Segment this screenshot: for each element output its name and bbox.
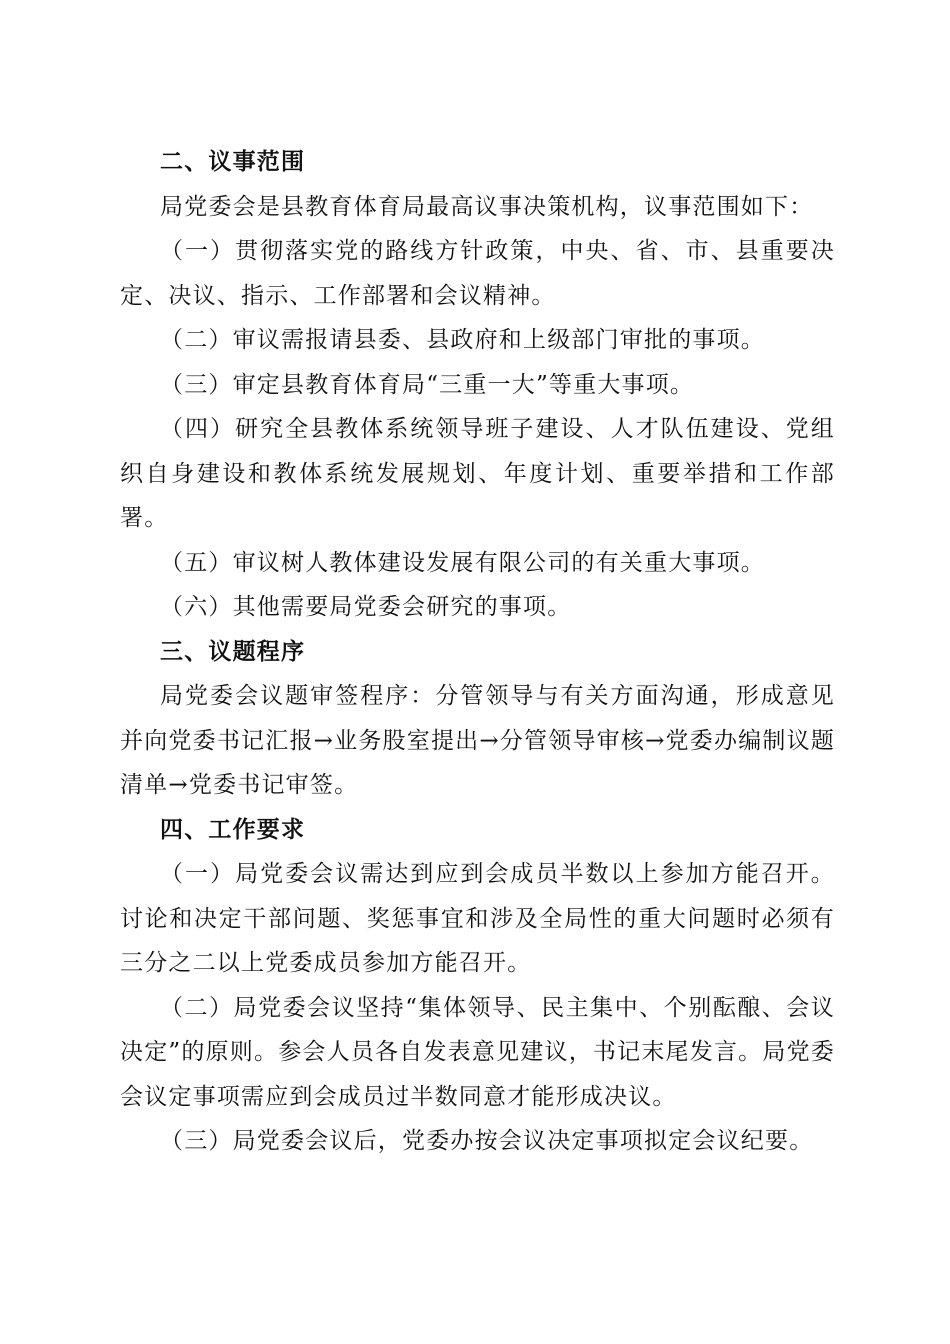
scope-item-3: （三）审定县教育体育局“三重一大”等重大事项。 <box>160 371 695 398</box>
scope-item-1: （一）贯彻落实党的路线方针政策，中央、省、市、县重要决定、决议、指示、工作部署和会议精神。 <box>120 238 835 309</box>
section-heading-requirements: 四、工作要求 <box>160 816 306 843</box>
requirement-item-3: （三）局党委会议后，党委办按会议决定事项拟定会议纪要。 <box>160 1128 814 1154</box>
section-scope-intro: 局党委会是县教育体育局最高议事决策机构，议事范围如下： <box>160 193 814 220</box>
requirement-item-2: （二）局党委会议坚持“集体领导、民主集中、个别酝酿、会议决定”的原则。参会人员各自发表意见建议，书记末尾发言。局党委会议定事项需应到会成员过半数同意才能形成决议。 <box>120 994 835 1110</box>
requirement-item-1: （一）局党委会议需达到应到会成员半数以上参加方能召开。讨论和决定干部问题、奖惩事宜和涉及全局性的重大问题时必须有三分之二以上党委成员参加方能召开。 <box>120 861 835 976</box>
document-body <box>120 140 835 1164</box>
section-heading-scope: 二、议事范围 <box>160 149 306 175</box>
scope-item-5: （五）审议树人教体建设发展有限公司的有关重大事项。 <box>160 549 765 576</box>
scope-item-2: （二）审议需报请县委、县政府和上级部门审批的事项。 <box>160 327 765 353</box>
procedure-paragraph: 局党委会议题审签程序：分管领导与有关方面沟通，形成意见并向党委书记汇报→业务股室提出→分管领导审核→党委办编制议题清单→党委书记审签。 <box>120 683 835 798</box>
section-heading-procedure: 三、议题程序 <box>160 638 306 665</box>
scope-item-4: （四）研究全县教体系统领导班子建设、人才队伍建设、党组织自身建设和教体系统发展规划、年度计划、重要举措和工作部署。 <box>120 416 835 531</box>
scope-item-6: （六）其他需要局党委会研究的事项。 <box>160 594 572 620</box>
